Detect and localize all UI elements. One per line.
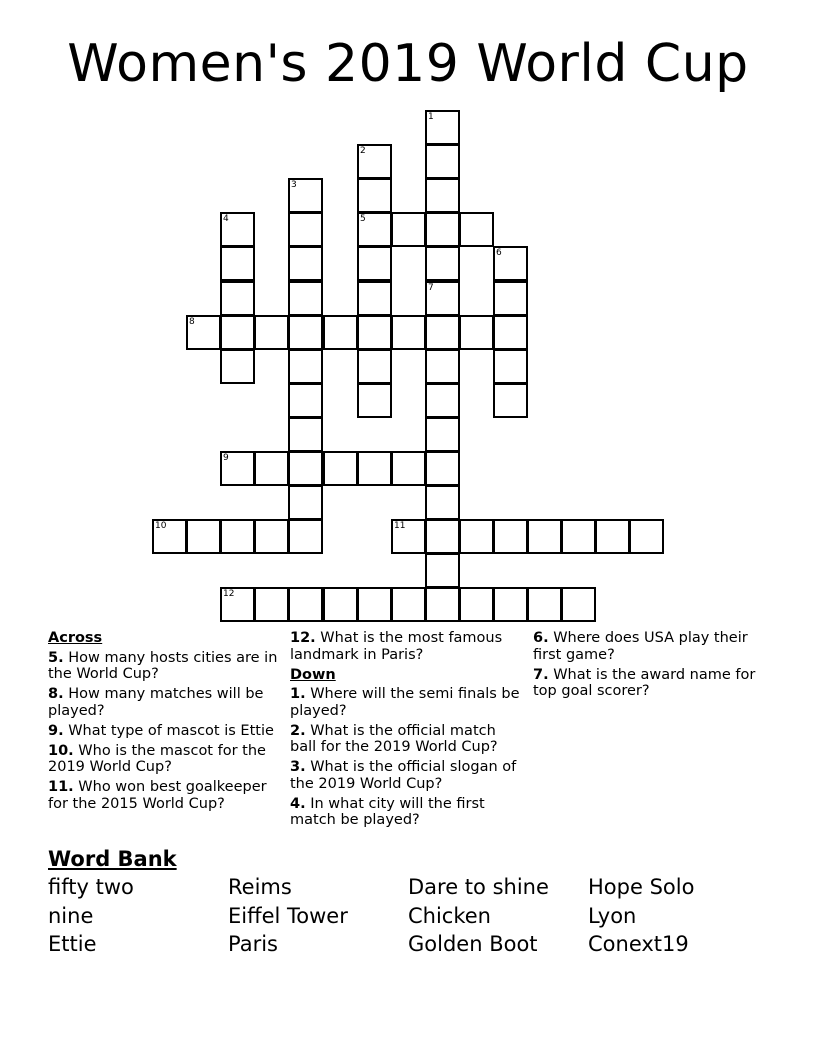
crossword-cell[interactable] [357, 281, 392, 316]
crossword-cell[interactable] [493, 349, 528, 384]
word-bank-item: Chicken [408, 904, 491, 928]
crossword-cell[interactable] [288, 178, 323, 213]
crossword-cell[interactable] [254, 451, 289, 486]
crossword-cell[interactable] [288, 485, 323, 520]
cell-number: 10 [155, 521, 167, 531]
crossword-cell[interactable] [254, 587, 289, 622]
crossword-cell[interactable] [357, 212, 392, 247]
crossword-cell[interactable] [391, 519, 426, 554]
down-heading: Down [290, 666, 336, 683]
clue-text: Who won best goalkeeper for the 2015 World Cup? [48, 779, 267, 812]
crossword-cell[interactable] [425, 315, 460, 350]
crossword-cell[interactable] [459, 587, 494, 622]
clue-text: What is the official slogan of the 2019 World Cup? [290, 759, 517, 792]
page-title: Women's 2019 World Cup [67, 34, 749, 94]
word-bank-item: Lyon [588, 904, 637, 928]
crossword-cell[interactable] [493, 281, 528, 316]
clue-text: Where does USA play their first game? [533, 630, 748, 663]
crossword-cell[interactable] [425, 212, 460, 247]
clue-text: How many matches will be played? [48, 686, 264, 719]
clue-number: 2. [290, 722, 306, 739]
crossword-cell[interactable] [493, 587, 528, 622]
clue-across-9 [48, 723, 283, 740]
clue-down-1 [290, 686, 525, 719]
crossword-cell[interactable] [391, 451, 426, 486]
crossword-cell[interactable] [357, 144, 392, 179]
crossword-cell[interactable] [220, 212, 255, 247]
cell-number: 4 [223, 214, 229, 224]
crossword-cell[interactable] [357, 349, 392, 384]
cell-number: 3 [291, 180, 297, 190]
crossword-cell[interactable] [425, 281, 460, 316]
clue-text: What is the most famous landmark in Paris? [290, 630, 503, 663]
crossword-cell[interactable] [288, 417, 323, 452]
cell-number: 9 [223, 453, 229, 463]
clue-text: Where will the semi finals be played? [290, 686, 520, 719]
crossword-cell[interactable] [220, 315, 255, 350]
crossword-cell[interactable] [425, 110, 460, 145]
crossword-cell[interactable] [220, 281, 255, 316]
crossword-cell[interactable] [391, 315, 426, 350]
cell-number: 2 [360, 146, 366, 156]
crossword-cell[interactable] [220, 246, 255, 281]
clue-number: 4. [290, 795, 306, 812]
clue-number: 1. [290, 686, 306, 702]
clue-down-2 [290, 723, 525, 756]
crossword-cell[interactable] [425, 485, 460, 520]
crossword-cell[interactable] [425, 519, 460, 554]
word-bank-item: Ettie [48, 932, 97, 956]
crossword-cell[interactable] [459, 519, 494, 554]
cell-number: 12 [223, 589, 235, 599]
crossword-cell[interactable] [288, 315, 323, 350]
clue-text: What type of mascot is Ettie [63, 722, 274, 739]
crossword-cell[interactable] [220, 519, 255, 554]
clues-column-3 [533, 630, 773, 703]
crossword-cell[interactable] [425, 246, 460, 281]
clue-text: Who is the mascot for the 2019 World Cup? [48, 742, 266, 775]
word-bank-item: Hope Solo [588, 875, 695, 899]
crossword-cell[interactable] [493, 315, 528, 350]
clue-number: 7. [533, 666, 549, 683]
clue-number: 5. [48, 649, 64, 666]
clue-number: 11. [48, 779, 74, 795]
crossword-cell[interactable] [391, 212, 426, 247]
crossword-cell[interactable] [288, 519, 323, 554]
word-bank-item: fifty two [48, 875, 134, 899]
crossword-cell[interactable] [357, 178, 392, 213]
clue-down-3 [290, 759, 525, 792]
clue-down-7 [533, 667, 773, 700]
crossword-cell[interactable] [527, 519, 562, 554]
word-bank-item: Conext19 [588, 932, 689, 956]
crossword-cell[interactable] [425, 451, 460, 486]
crossword-cell[interactable] [323, 451, 358, 486]
crossword-cell[interactable] [288, 587, 323, 622]
clue-across-5 [48, 650, 283, 683]
clue-across-8 [48, 686, 283, 719]
cell-number: 5 [360, 214, 366, 224]
crossword-cell[interactable] [595, 519, 630, 554]
clue-number: 12. [290, 630, 316, 646]
crossword-cell[interactable] [186, 315, 221, 350]
crossword-cell[interactable] [561, 519, 596, 554]
clue-number: 3. [290, 759, 306, 775]
crossword-cell[interactable] [459, 315, 494, 350]
crossword-cell[interactable] [254, 315, 289, 350]
crossword-cell[interactable] [493, 383, 528, 418]
clue-down-6 [533, 630, 773, 663]
crossword-cell[interactable] [357, 246, 392, 281]
crossword-cell[interactable] [561, 587, 596, 622]
crossword-cell[interactable] [493, 246, 528, 281]
clue-number: 8. [48, 686, 64, 702]
crossword-cell[interactable] [288, 451, 323, 486]
crossword-cell[interactable] [527, 587, 562, 622]
clue-text: What is the official match ball for the 2019 World Cup? [290, 722, 498, 755]
crossword-cell[interactable] [459, 212, 494, 247]
cell-number: 11 [394, 521, 406, 531]
clue-text: In what city will the first match be played? [290, 795, 485, 828]
clue-across-10 [48, 743, 283, 776]
crossword-cell[interactable] [629, 519, 664, 554]
clues-column-2 [290, 630, 525, 832]
word-bank-item: Reims [228, 875, 292, 899]
clue-text: What is the award name for top goal scorer? [533, 666, 756, 699]
crossword-cell[interactable] [220, 587, 255, 622]
crossword-cell[interactable] [323, 315, 358, 350]
word-bank-title: Word Bank [48, 847, 177, 871]
word-bank-item: nine [48, 904, 94, 928]
crossword-cell[interactable] [493, 519, 528, 554]
cell-number: 8 [189, 317, 195, 327]
clue-number: 6. [533, 630, 549, 646]
crossword-cell[interactable] [186, 519, 221, 554]
clue-across-12 [290, 630, 525, 663]
clues-column-1 [48, 630, 283, 816]
clue-number: 9. [48, 722, 64, 739]
clue-number: 10. [48, 742, 74, 759]
clue-across-11 [48, 779, 283, 812]
crossword-cell[interactable] [254, 519, 289, 554]
crossword-cell[interactable] [425, 587, 460, 622]
crossword-cell[interactable] [425, 383, 460, 418]
crossword-cell[interactable] [152, 519, 187, 554]
crossword-cell[interactable] [391, 587, 426, 622]
word-bank-item: Golden Boot [408, 932, 538, 956]
word-bank-item: Eiffel Tower [228, 904, 348, 928]
crossword-cell[interactable] [220, 451, 255, 486]
crossword-cell[interactable] [425, 178, 460, 213]
crossword-cell[interactable] [357, 383, 392, 418]
cell-number: 7 [428, 283, 434, 293]
crossword-cell[interactable] [425, 144, 460, 179]
cell-number: 6 [496, 248, 502, 258]
crossword-cell[interactable] [425, 553, 460, 588]
crossword-cell[interactable] [357, 315, 392, 350]
cell-number: 1 [428, 112, 434, 122]
word-bank-item: Paris [228, 932, 278, 956]
crossword-cell[interactable] [425, 349, 460, 384]
crossword-cell[interactable] [288, 349, 323, 384]
crossword-cell[interactable] [357, 451, 392, 486]
crossword-cell[interactable] [288, 383, 323, 418]
clue-down-4 [290, 796, 525, 829]
across-heading: Across [48, 630, 103, 646]
word-bank-item: Dare to shine [408, 875, 549, 899]
crossword-cell[interactable] [288, 212, 323, 247]
crossword-cell[interactable] [220, 349, 255, 384]
clue-text: How many hosts cities are in the World Cup? [48, 649, 278, 682]
crossword-cell[interactable] [323, 587, 358, 622]
crossword-cell[interactable] [425, 417, 460, 452]
crossword-cell[interactable] [288, 246, 323, 281]
crossword-cell[interactable] [288, 281, 323, 316]
crossword-cell[interactable] [357, 587, 392, 622]
